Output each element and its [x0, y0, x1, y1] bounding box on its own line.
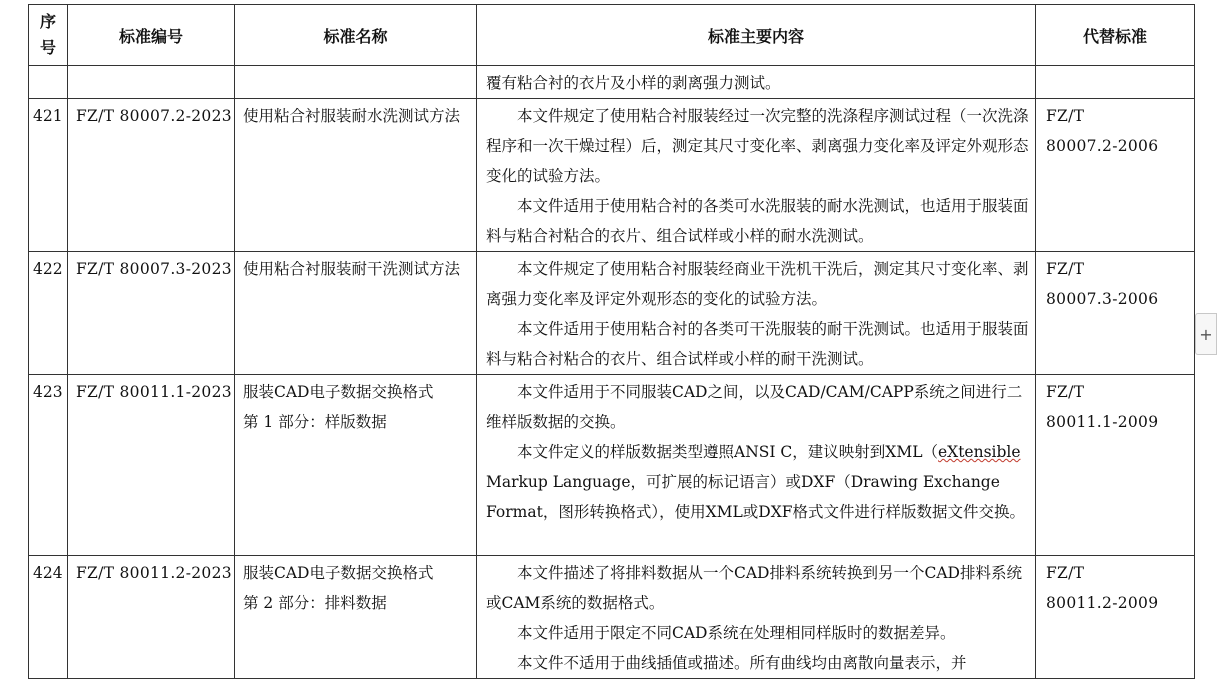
row-seq: 422 — [33, 260, 63, 278]
row-name: 服装CAD电子数据交换格式 — [243, 564, 434, 582]
row-content-paragraph: 本文件不适用于曲线插值或描述。所有曲线均由离散向量表示，并 — [517, 654, 967, 672]
spellcheck-word: eXtensible — [937, 443, 1021, 461]
row-seq: 424 — [33, 564, 63, 582]
row-code: FZ/T 80011.2-2023 — [76, 564, 232, 582]
row-code: FZ/T 80007.2-2023 — [76, 107, 232, 125]
continuation-text: 覆有粘合衬的衣片及小样的剥离强力测试。 — [486, 74, 781, 92]
row-code: FZ/T 80007.3-2023 — [76, 260, 232, 278]
header-replaces: 代替标准 — [1036, 5, 1195, 66]
row-code: FZ/T 80011.1-2023 — [76, 383, 232, 401]
header-code: 标准编号 — [68, 5, 235, 66]
row-content-paragraph: 本文件适用于使用粘合衬的各类可水洗服装的耐水洗测试，也适用于服装面料与粘合衬粘合的衣片、组合试样或小样的耐水洗测试。 — [486, 197, 1029, 245]
row-name-part: 第 2 部分：排料数据 — [243, 594, 387, 612]
row-replaces: FZ/T — [1046, 383, 1085, 401]
row-replaces-number: 80007.3-2006 — [1046, 290, 1159, 308]
row-name: 使用粘合衬服装耐水洗测试方法 — [243, 107, 461, 125]
expand-side-button[interactable] — [1195, 313, 1217, 355]
row-content-paragraph: 本文件适用于使用粘合衬的各类可干洗服装的耐干洗测试。也适用于服装面料与粘合衬粘合的衣片、组合试样或小样的耐干洗测试。 — [486, 320, 1029, 368]
row-replaces-number: 80007.2-2006 — [1046, 137, 1159, 155]
row-seq: 423 — [33, 383, 63, 401]
header-content: 标准主要内容 — [477, 5, 1036, 66]
table-row — [29, 99, 1195, 252]
row-replaces-number: 80011.2-2009 — [1046, 594, 1159, 612]
row-content-paragraph: 本文件适用于不同服装CAD之间，以及CAD/CAM/CAPP系统之间进行二维样版数据的交换。 — [486, 383, 1023, 431]
row-content-paragraph: 本文件适用于限定不同CAD系统在处理相同样版时的数据差异。 — [517, 624, 956, 642]
row-content-paragraph: 本文件描述了将排料数据从一个CAD排料系统转换到另一个CAD排料系统或CAM系统的数据格式。 — [486, 564, 1022, 612]
row-seq: 421 — [33, 107, 63, 125]
row-replaces-number: 80011.1-2009 — [1046, 413, 1159, 431]
header-row — [29, 5, 1195, 66]
plus-icon: + — [1199, 324, 1213, 344]
standards-table — [28, 4, 1195, 679]
row-replaces: FZ/T — [1046, 107, 1085, 125]
row-name: 使用粘合衬服装耐干洗测试方法 — [243, 260, 461, 278]
row-name: 服装CAD电子数据交换格式 — [243, 383, 434, 401]
table-row — [29, 252, 1195, 375]
row-content-paragraph: 本文件定义的样版数据类型遵照ANSI C，建议映射到XML（eXtensible Markup Language，可扩展的标记语言）或DXF（Drawing Exchange Format，图形转换格式），使用XML或DXF格式文件进行样版数据文件交换。 — [486, 443, 1025, 521]
header-seq: 序号 — [29, 5, 68, 66]
row-replaces: FZ/T — [1046, 564, 1085, 582]
table-row-continuation — [29, 66, 1195, 99]
row-content-paragraph: 本文件规定了使用粘合衬服装经过一次完整的洗涤程序测试过程（一次洗涤程序和一次干燥过程）后，测定其尺寸变化率、剥离强力变化率及评定外观形态变化的试验方法。 — [486, 107, 1029, 185]
row-name-part: 第 1 部分：样版数据 — [243, 413, 387, 431]
table-row — [29, 375, 1195, 556]
table-row — [29, 556, 1195, 679]
row-content-paragraph: 本文件规定了使用粘合衬服装经商业干洗机干洗后，测定其尺寸变化率、剥离强力变化率及评定外观形态的变化的试验方法。 — [486, 260, 1029, 308]
header-name: 标准名称 — [235, 5, 477, 66]
row-replaces: FZ/T — [1046, 260, 1085, 278]
